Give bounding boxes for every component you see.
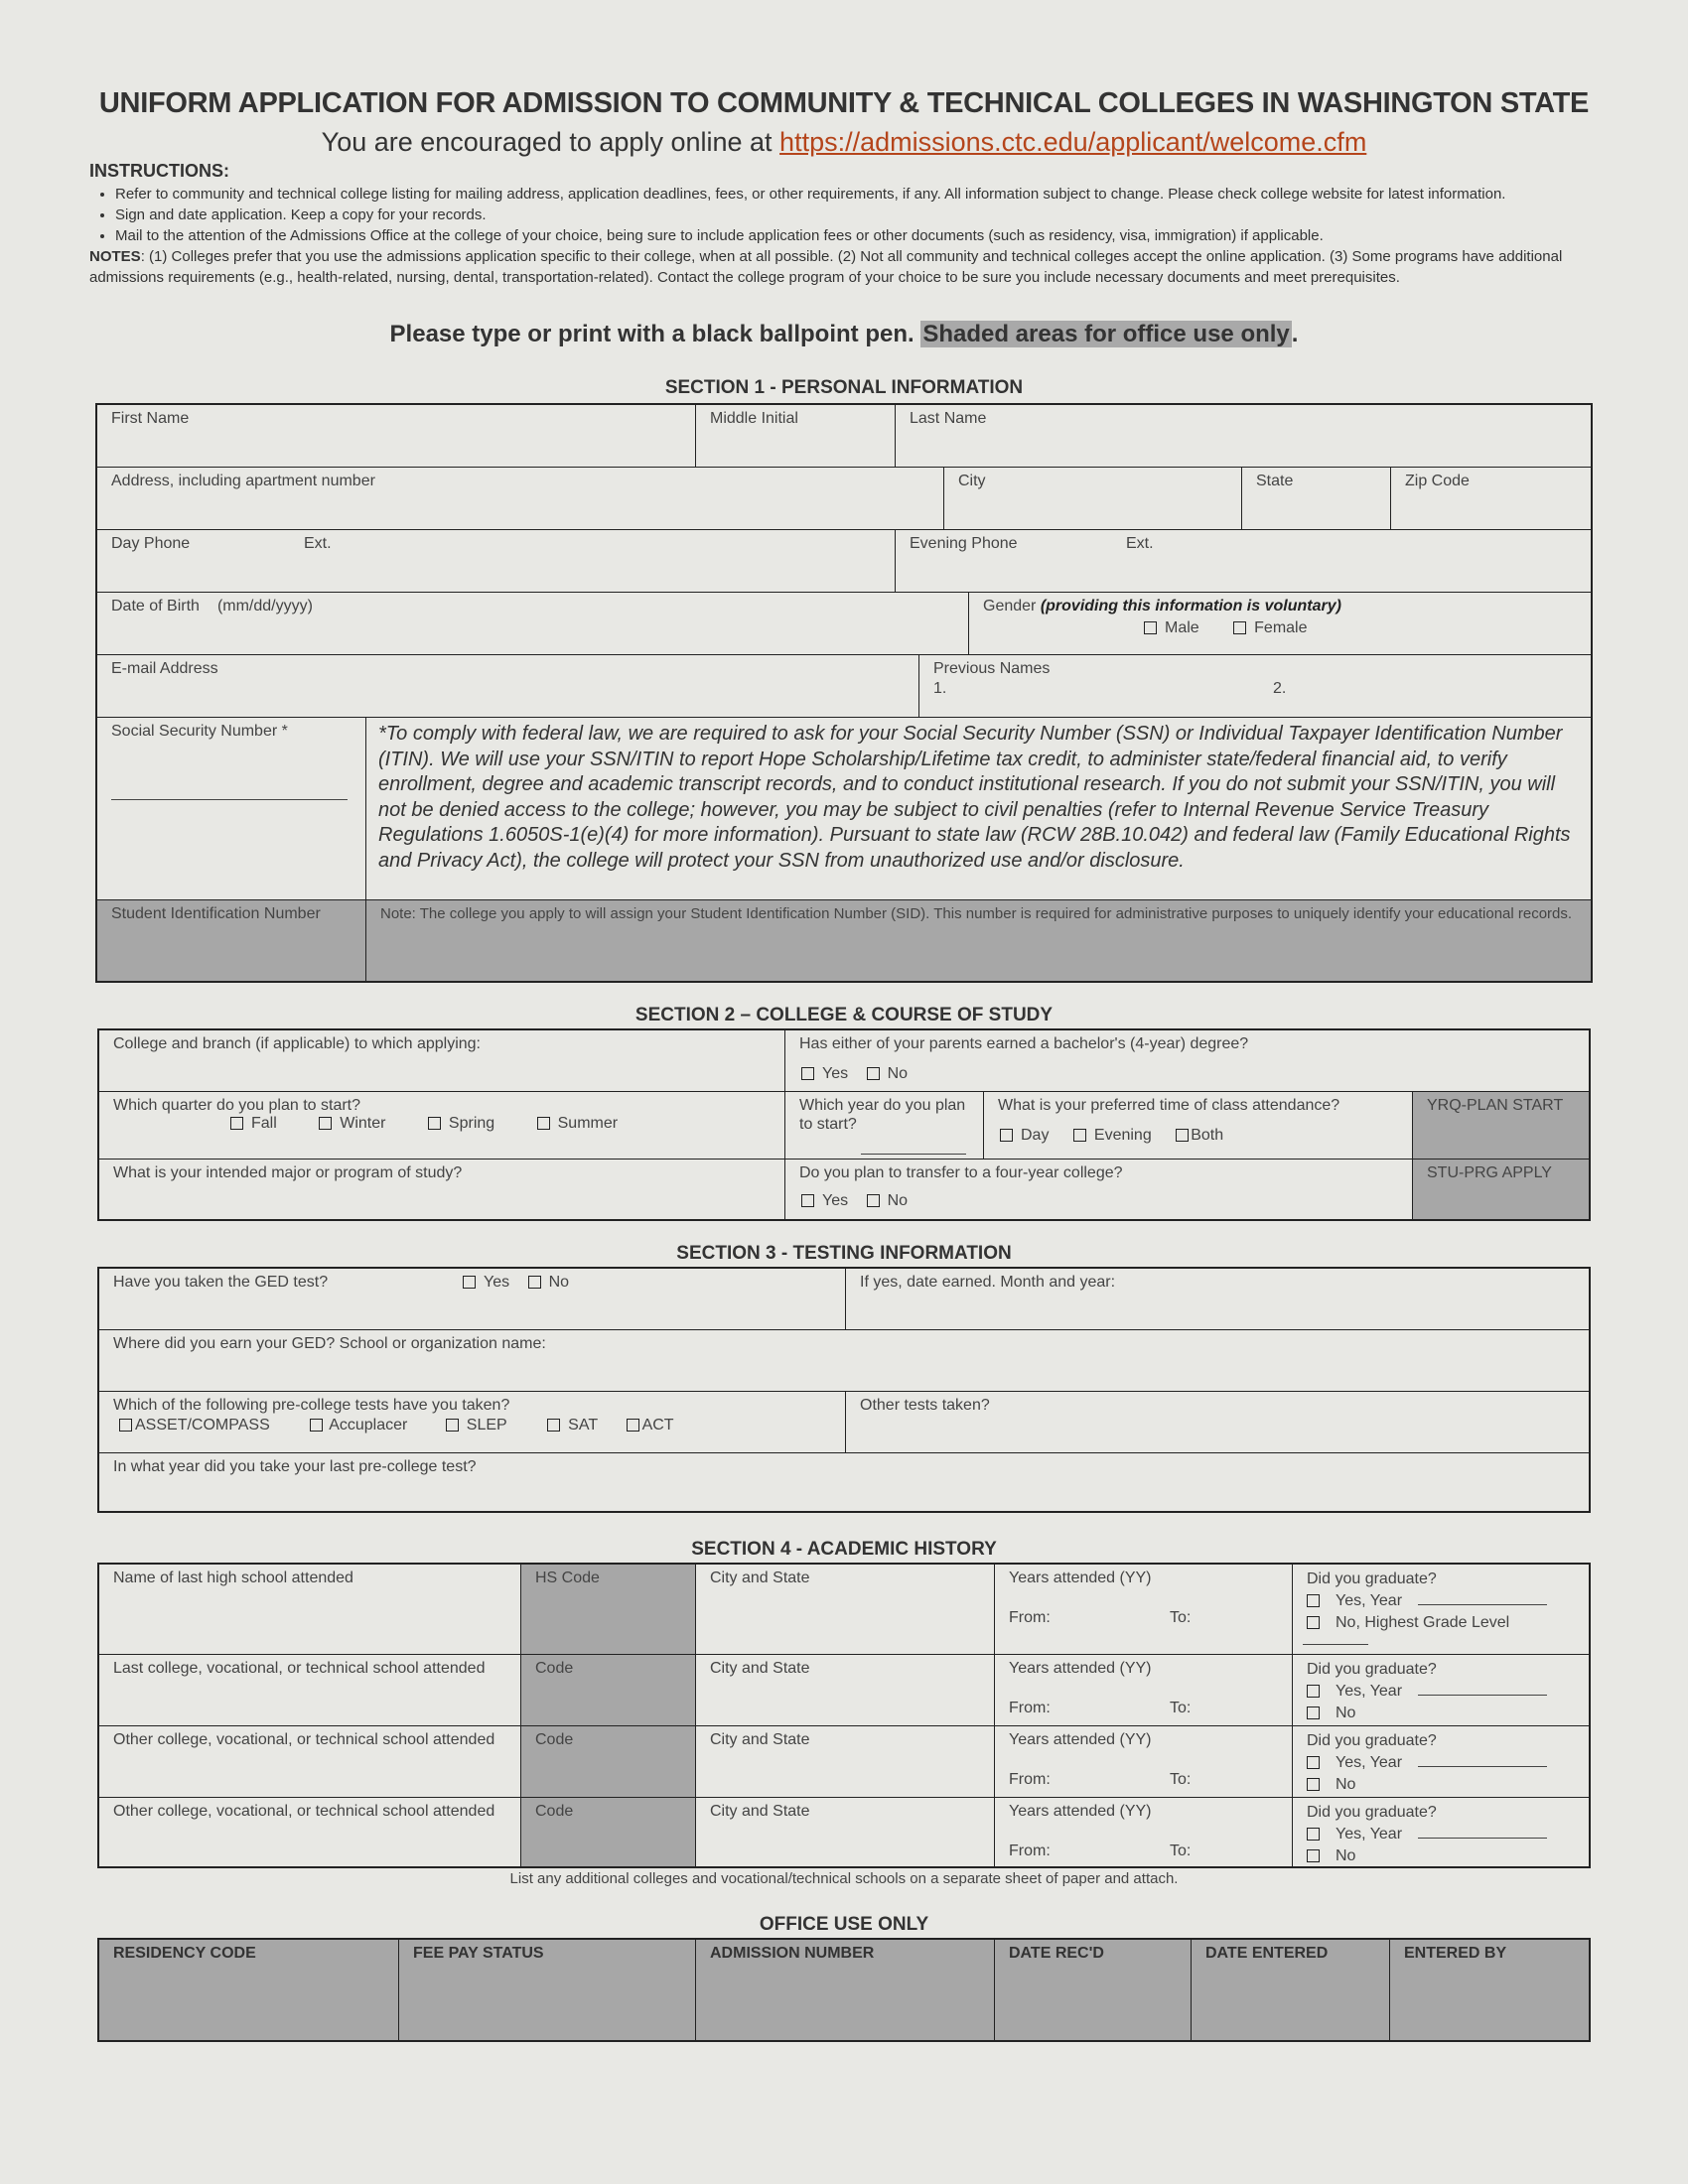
from-label: From: (1009, 1700, 1051, 1716)
evening-phone-label: Evening Phone (910, 535, 1018, 552)
class-time-options (1000, 1126, 1261, 1146)
ssn-label: Social Security Number * (111, 723, 288, 740)
college-branch-label: College and branch (if applicable) to which applying: (113, 1035, 481, 1052)
last-college-graduate-field (1293, 1655, 1589, 1726)
class-time-field (984, 1092, 1413, 1160)
zip-field[interactable] (1391, 468, 1591, 530)
slep-checkbox[interactable] (446, 1419, 459, 1432)
ged-no-checkbox[interactable] (528, 1276, 541, 1289)
parents-no-option[interactable] (867, 1065, 908, 1082)
grad-yes-label: Yes, Year (1336, 1826, 1403, 1843)
school-label: Name of last high school attended (113, 1570, 353, 1586)
ged-no-label: No (548, 1274, 570, 1291)
accuplacer-label: Accuplacer (329, 1417, 408, 1433)
last-college-years-field[interactable] (995, 1655, 1293, 1726)
grad-yes-label: Yes, Year (1336, 1754, 1403, 1771)
female-option[interactable] (1233, 619, 1307, 636)
pen-end: . (1291, 321, 1299, 347)
other-college-graduate-field (1293, 1726, 1589, 1798)
evening-option[interactable] (1073, 1127, 1152, 1144)
other-college-code-field (521, 1726, 696, 1798)
sid-note: Note: The college you apply to will assign your Student Identification Number (SID). This number is required for administrative purposes to uniquely identify your educational records. (366, 900, 1591, 981)
other-tests-label: Other tests taken? (860, 1397, 990, 1414)
high-school-name-field[interactable] (99, 1565, 521, 1655)
male-option[interactable] (1144, 619, 1199, 636)
grad-no-label: No (1336, 1776, 1356, 1793)
parents-degree-label: Has either of your parents earned a bachelor's (4-year) degree? (799, 1035, 1249, 1052)
start-year-label: Which year do you plan to start? (799, 1097, 966, 1133)
stu-prg-apply (1413, 1160, 1589, 1219)
notes-label: NOTES (89, 248, 141, 265)
spring-option[interactable] (428, 1115, 494, 1132)
summer-checkbox[interactable] (537, 1117, 550, 1130)
to-label: To: (1170, 1771, 1192, 1788)
grad-yes-checkbox[interactable] (1307, 1594, 1320, 1607)
grad-yes-option[interactable] (1307, 1683, 1547, 1700)
ssn-field[interactable] (97, 718, 366, 900)
sid-label: Student Identification Number (111, 905, 321, 922)
to-label: To: (1170, 1700, 1192, 1716)
ged-yes-option[interactable] (463, 1274, 509, 1291)
dob-field[interactable] (97, 593, 969, 655)
grad-no-label: No (1336, 1847, 1356, 1864)
other-college-2-graduate-field (1293, 1798, 1589, 1866)
previous-name-1: 1. (933, 680, 947, 697)
parents-yes-option[interactable] (801, 1065, 848, 1082)
other-college-years-field[interactable] (995, 1726, 1293, 1798)
graduate-label: Did you graduate? (1307, 1570, 1437, 1587)
section2-table (97, 1028, 1591, 1221)
shaded-note: Shaded areas for office use only (922, 321, 1290, 347)
from-label: From: (1009, 1609, 1051, 1626)
ged-no-option[interactable] (528, 1274, 569, 1291)
other-tests-field[interactable] (846, 1392, 1589, 1453)
ged-yes-checkbox[interactable] (463, 1276, 476, 1289)
school-label: Last college, vocational, or technical school attended (113, 1660, 486, 1677)
email-field[interactable] (97, 655, 919, 718)
grad-no-checkbox[interactable] (1307, 1849, 1320, 1862)
grad-yes-option[interactable] (1307, 1754, 1547, 1771)
accuplacer-checkbox[interactable] (310, 1419, 323, 1432)
parents-degree-options (801, 1064, 945, 1084)
grad-yes-label: Yes, Year (1336, 1592, 1403, 1609)
grad-no-option[interactable] (1307, 1847, 1355, 1864)
instruction-item: • Sign and date application. Keep a copy for your records. (115, 205, 1609, 225)
gender-field (969, 593, 1591, 655)
office-use-table (97, 1938, 1591, 2042)
admission-number-label: ADMISSION NUMBER (710, 1945, 875, 1962)
grad-year-line (1418, 1695, 1547, 1696)
office-use-heading: OFFICE USE ONLY (759, 1914, 929, 1935)
email-label: E-mail Address (111, 660, 218, 677)
evening-label: Evening (1093, 1127, 1152, 1144)
ssn-notice: *To comply with federal law, we are required to ask for your Social Security Number (SSN) or Individual Taxpayer Identification Number (ITIN). We will use your SSN/ITIN to report Hope Scholarship/Lifetime tax credit, to administer state/federal financial aid, to verify enrollment, degree and academic transcript records, and to conduct institutional research. If you do not submit your SSN/ITIN, you will not be denied access to the college; however, you may be subject to civil penalties (refer to Internal Revenue Service Treasury Regulations 1.6050S-1(e)(4) for more information). Pursuant to state law (RCW 28B.10.042) and federal law (Family Educational Rights and Privacy Act), the college will protect your SSN from unauthorized use and/or disclosure. (366, 718, 1591, 900)
test-option-act[interactable] (627, 1417, 674, 1433)
grad-yes-checkbox[interactable] (1307, 1828, 1320, 1841)
last-test-year-field[interactable] (99, 1453, 1589, 1511)
school-label: Other college, vocational, or technical school attended (113, 1803, 495, 1820)
notes (89, 246, 1609, 288)
previous-names-slots (933, 679, 1577, 699)
day-phone-label: Day Phone (111, 535, 191, 552)
city-state-label: City and State (710, 1803, 810, 1820)
code-label: Code (535, 1803, 574, 1820)
section4-table (97, 1563, 1591, 1868)
parents-yes-label: Yes (822, 1065, 849, 1082)
day-phone-ext-label: Ext. (304, 535, 332, 552)
state-label: State (1256, 473, 1294, 489)
grad-year-line (1418, 1604, 1547, 1605)
yrq-plan-start (1413, 1092, 1589, 1160)
parents-no-checkbox[interactable] (867, 1067, 880, 1080)
city-state-label: City and State (710, 1731, 810, 1748)
sid-field (97, 900, 366, 981)
code-label: Code (535, 1660, 574, 1677)
evening-phone-ext-label: Ext. (1126, 535, 1154, 552)
evening-checkbox[interactable] (1073, 1129, 1086, 1142)
gender-options (1144, 618, 1345, 638)
grad-year-line (1418, 1766, 1547, 1767)
other-college-2-city-field[interactable] (696, 1798, 995, 1866)
ged-options (463, 1273, 607, 1293)
grad-no-option[interactable] (1307, 1614, 1509, 1631)
grad-no-label: No (1336, 1705, 1356, 1721)
grad-no-option[interactable] (1307, 1705, 1355, 1721)
major-label: What is your intended major or program of study? (113, 1164, 463, 1181)
last-name-label: Last Name (910, 410, 987, 427)
code-label: Code (535, 1731, 574, 1748)
ged-where-field[interactable] (99, 1330, 1589, 1392)
grad-no-checkbox[interactable] (1307, 1706, 1320, 1719)
major-field[interactable] (99, 1160, 785, 1219)
last-name-field[interactable] (896, 405, 1591, 468)
form-subtitle (0, 127, 1688, 158)
female-label: Female (1254, 619, 1308, 636)
both-option[interactable] (1176, 1127, 1223, 1144)
fee-pay-status-label: FEE PAY STATUS (413, 1945, 544, 1962)
both-checkbox[interactable] (1176, 1129, 1189, 1142)
last-college-name-field[interactable] (99, 1655, 521, 1726)
transfer-yes-checkbox[interactable] (801, 1194, 814, 1207)
hs-graduate-field (1293, 1565, 1589, 1655)
first-name-label: First Name (111, 410, 190, 427)
ged-yes-label: Yes (484, 1274, 510, 1291)
city-state-label: City and State (710, 1660, 810, 1677)
code-label: HS Code (535, 1570, 600, 1586)
day-phone-field[interactable] (97, 530, 896, 593)
ssn-line (111, 799, 348, 800)
city-field[interactable] (944, 468, 1242, 530)
day-label: Day (1021, 1127, 1050, 1144)
middle-initial-label: Middle Initial (710, 410, 798, 427)
quarter-label: Which quarter do you plan to start? (113, 1097, 361, 1114)
transfer-field (785, 1160, 1413, 1219)
day-option[interactable] (1000, 1127, 1049, 1144)
other-college-2-name-field[interactable] (99, 1798, 521, 1866)
fall-option[interactable] (230, 1115, 277, 1132)
test-option-slep[interactable] (446, 1417, 507, 1433)
years-label: Years attended (YY) (1009, 1731, 1152, 1748)
test-option-sat[interactable] (547, 1417, 598, 1433)
zip-label: Zip Code (1405, 473, 1470, 489)
transfer-label: Do you plan to transfer to a four-year college? (799, 1164, 1123, 1181)
date-entered-field (1192, 1940, 1390, 2040)
male-checkbox[interactable] (1144, 621, 1157, 634)
other-college-city-field[interactable] (696, 1726, 995, 1798)
transfer-yes-label: Yes (822, 1192, 849, 1209)
other-college-2-code-field (521, 1798, 696, 1866)
day-checkbox[interactable] (1000, 1129, 1013, 1142)
additional-schools-note: List any additional colleges and vocational/technical schools on a separate sheet of paper and attach. (509, 1870, 1179, 1887)
state-field[interactable] (1242, 468, 1391, 530)
transfer-options (801, 1191, 945, 1211)
grad-no-checkbox[interactable] (1307, 1778, 1320, 1791)
subtitle-prefix: You are encouraged to apply online at (321, 127, 780, 157)
ged-date-label: If yes, date earned. Month and year: (860, 1274, 1116, 1291)
section3-table (97, 1267, 1591, 1513)
asset-label: ASSET/COMPASS (135, 1417, 270, 1433)
hs-years-field[interactable] (995, 1565, 1293, 1655)
dob-label: Date of Birth (111, 598, 200, 614)
online-application-link[interactable]: https://admissions.ctc.edu/applicant/welcome.cfm (779, 127, 1367, 157)
summer-label: Summer (557, 1115, 619, 1132)
grad-yes-option[interactable] (1307, 1826, 1547, 1843)
hs-code-field (521, 1565, 696, 1655)
fee-pay-status-field (399, 1940, 696, 2040)
address-field[interactable] (97, 468, 944, 530)
admission-number-field (696, 1940, 995, 2040)
test-option-asset[interactable] (119, 1417, 270, 1433)
instruction-item: • Mail to the attention of the Admissions Office at the college of your choice, being sure to include application fees or other documents (such as residency, visa, immigration) if applicable. (115, 225, 1609, 246)
stu-prg-label: STU-PRG APPLY (1427, 1164, 1552, 1181)
evening-phone-field[interactable] (896, 530, 1591, 593)
parents-no-label: No (887, 1065, 909, 1082)
section2-heading: SECTION 2 – COLLEGE & COURSE OF STUDY (634, 1005, 1054, 1025)
to-label: To: (1170, 1843, 1192, 1859)
both-label: Both (1191, 1127, 1224, 1144)
grad-yes-label: Yes, Year (1336, 1683, 1403, 1700)
years-label: Years attended (YY) (1009, 1570, 1152, 1586)
precollege-tests-field (99, 1392, 846, 1453)
transfer-no-option[interactable] (867, 1192, 908, 1209)
date-recd-label: DATE REC'D (1009, 1945, 1104, 1962)
school-label: Other college, vocational, or technical school attended (113, 1731, 495, 1748)
male-label: Male (1165, 619, 1199, 636)
winter-option[interactable] (319, 1115, 385, 1132)
pen-instruction (0, 321, 1688, 348)
start-year-field[interactable] (785, 1092, 984, 1160)
fall-label: Fall (251, 1115, 277, 1132)
asset-checkbox[interactable] (119, 1419, 132, 1432)
spring-checkbox[interactable] (428, 1117, 441, 1130)
to-label: To: (1170, 1609, 1192, 1626)
years-label: Years attended (YY) (1009, 1803, 1152, 1820)
ged-taken-field (99, 1269, 846, 1330)
instructions-heading: INSTRUCTIONS: (89, 161, 229, 181)
quarter-field (99, 1092, 785, 1160)
section1-table (95, 403, 1593, 983)
first-name-field[interactable] (97, 405, 696, 468)
residency-code-label: RESIDENCY CODE (113, 1945, 256, 1962)
grad-no-label: No, Highest Grade Level (1336, 1614, 1510, 1631)
spring-label: Spring (448, 1115, 495, 1132)
other-college-name-field[interactable] (99, 1726, 521, 1798)
date-entered-label: DATE ENTERED (1205, 1945, 1329, 1962)
summer-option[interactable] (537, 1115, 618, 1132)
residency-code-field (99, 1940, 399, 2040)
grad-yes-checkbox[interactable] (1307, 1685, 1320, 1698)
ged-date-field[interactable] (846, 1269, 1589, 1330)
ged-taken-label: Have you taken the GED test? (113, 1274, 329, 1291)
grad-no-checkbox[interactable] (1307, 1616, 1320, 1629)
grad-no-option[interactable] (1307, 1776, 1355, 1793)
grade-level-line (1303, 1644, 1368, 1645)
other-college-2-years-field[interactable] (995, 1798, 1293, 1866)
dob-format-label: (mm/dd/yyyy) (216, 598, 313, 614)
quarter-options (230, 1114, 655, 1134)
class-time-label: What is your preferred time of class attendance? (998, 1097, 1340, 1114)
transfer-no-label: No (887, 1192, 909, 1209)
transfer-yes-option[interactable] (801, 1192, 848, 1209)
act-label: ACT (641, 1417, 674, 1433)
yrq-label: YRQ-PLAN START (1427, 1097, 1564, 1114)
entered-by-label: ENTERED BY (1404, 1945, 1507, 1962)
entered-by-field (1390, 1940, 1589, 2040)
grad-year-line (1418, 1838, 1547, 1839)
transfer-no-checkbox[interactable] (867, 1194, 880, 1207)
sat-label: SAT (568, 1417, 599, 1433)
female-checkbox[interactable] (1233, 621, 1246, 634)
section3-heading: SECTION 3 - TESTING INFORMATION (676, 1243, 1012, 1264)
previous-names-label: Previous Names (933, 660, 1051, 677)
section1-heading: SECTION 1 - PERSONAL INFORMATION (664, 377, 1024, 398)
graduate-label: Did you graduate? (1307, 1732, 1437, 1749)
city-state-label: City and State (710, 1570, 810, 1586)
from-label: From: (1009, 1843, 1051, 1859)
college-branch-field[interactable] (99, 1030, 785, 1092)
last-test-year-label: In what year did you take your last pre-college test? (113, 1458, 477, 1475)
years-label: Years attended (YY) (1009, 1660, 1152, 1677)
instructions-block (89, 161, 1609, 288)
grad-yes-option[interactable] (1307, 1592, 1547, 1609)
last-college-code-field (521, 1655, 696, 1726)
address-label: Address, including apartment number (111, 473, 375, 489)
hs-city-state-field[interactable] (696, 1565, 995, 1655)
winter-checkbox[interactable] (319, 1117, 332, 1130)
start-year-line (861, 1154, 966, 1155)
instructions-list (89, 184, 1609, 246)
sat-checkbox[interactable] (547, 1419, 560, 1432)
graduate-label: Did you graduate? (1307, 1804, 1437, 1821)
instruction-item: • Refer to community and technical college listing for mailing address, application deadlines, fees, or other requirements, if any. All information subject to change. Please check college website for latest information. (115, 184, 1609, 205)
from-label: From: (1009, 1771, 1051, 1788)
notes-text: : (1) Colleges prefer that you use the admissions application specific to their college, when at all possible. (2) Not all community and technical colleges accept the online application. (3) Some programs have additional admissions requirements (e.g., health-related, nursing, dental, transportation-related). Contact the college program of your choice to be sure you include necessary documents and meet prerequisites. (89, 248, 1563, 286)
parents-yes-checkbox[interactable] (801, 1067, 814, 1080)
middle-initial-field[interactable] (696, 405, 896, 468)
winter-label: Winter (340, 1115, 386, 1132)
precollege-options (119, 1416, 712, 1435)
parents-degree-field (785, 1030, 1589, 1092)
grad-yes-checkbox[interactable] (1307, 1756, 1320, 1769)
section4-heading: SECTION 4 - ACADEMIC HISTORY (691, 1539, 997, 1560)
fall-checkbox[interactable] (230, 1117, 243, 1130)
date-recd-field (995, 1940, 1192, 2040)
previous-names-field[interactable] (919, 655, 1591, 718)
previous-name-2: 2. (1273, 680, 1287, 697)
form-title: UNIFORM APPLICATION FOR ADMISSION TO COMMUNITY & TECHNICAL COLLEGES IN WASHINGTON STATE (98, 87, 1590, 119)
slep-label: SLEP (466, 1417, 507, 1433)
gender-label: Gender (983, 598, 1041, 614)
graduate-label: Did you graduate? (1307, 1661, 1437, 1678)
last-college-city-field[interactable] (696, 1655, 995, 1726)
precollege-label: Which of the following pre-college tests have you taken? (113, 1397, 510, 1414)
ged-where-label: Where did you earn your GED? School or organization name: (113, 1335, 546, 1352)
act-checkbox[interactable] (627, 1419, 639, 1432)
gender-note: (providing this information is voluntary) (1040, 598, 1341, 614)
test-option-accuplacer[interactable] (310, 1417, 407, 1433)
city-label: City (958, 473, 986, 489)
pen-text: Please type or print with a black ballpoint pen. (389, 321, 921, 347)
